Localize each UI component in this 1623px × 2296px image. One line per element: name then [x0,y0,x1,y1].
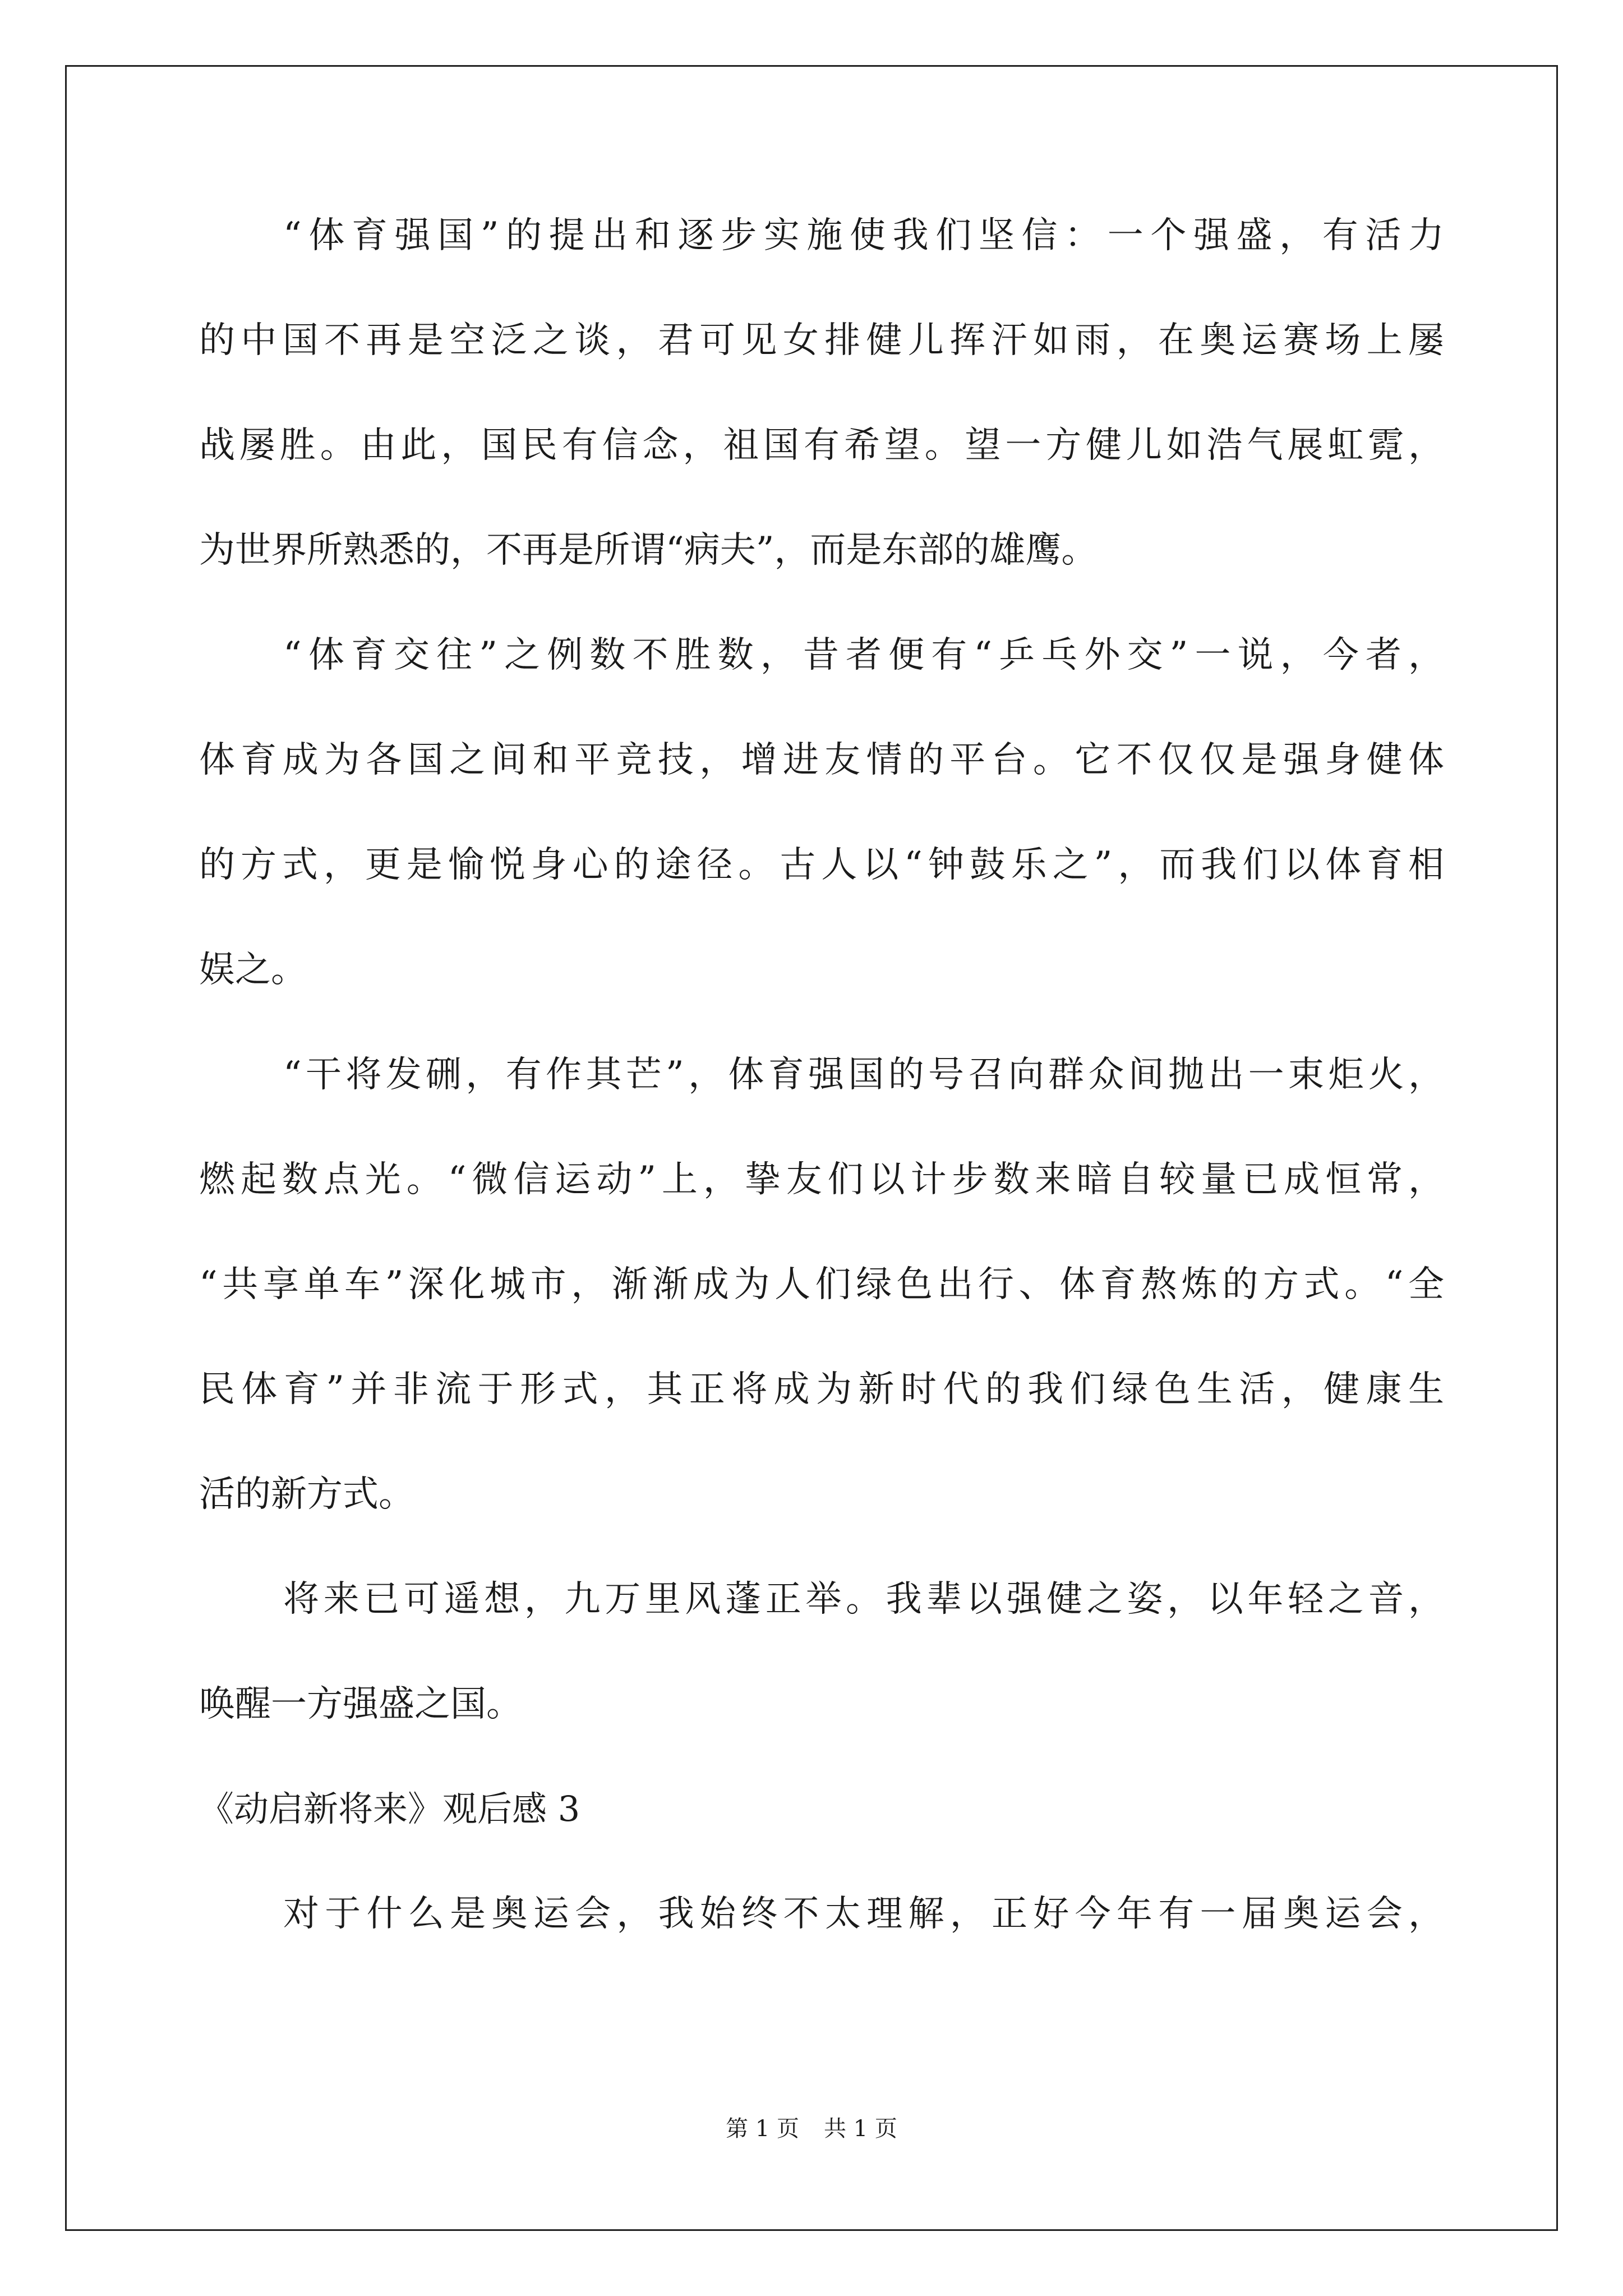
body-line: “体育交往”之例数不胜数，昔者便有“乒乓外交”一说，今者， [283,634,1444,676]
body-line: 娱之。 [199,949,307,991]
body-line: 的中国不再是空泛之谈，君可见女排健儿挥汗如雨，在奥运赛场上屡 [199,320,1444,361]
body-line: 活的新方式。 [199,1474,414,1515]
body-line: 为世界所熟悉的，不再是所谓“病夫”，而是东部的雄鹰。 [199,530,1098,571]
body-line: “共享单车”深化城市，渐渐成为人们绿色出行、体育熬炼的方式。“全 [199,1264,1444,1305]
body-line: 的方式，更是愉悦身心的途径。古人以“钟鼓乐之”，而我们以体育相 [199,844,1444,886]
page-footer [0,2115,1623,2143]
page-number: 第 1 页 [726,2116,799,2142]
body-line: 体育成为各国之间和平竞技，增进友情的平台。它不仅仅是强身健体 [199,739,1444,781]
body-line: 唤醒一方强盛之国。 [199,1683,522,1725]
body-line: 战屡胜。由此，国民有信念，祖国有希望。望一方健儿如浩气展虹霓， [199,425,1444,466]
body-line: 民体育”并非流于形式，其正将成为新时代的我们绿色生活，健康生 [199,1369,1444,1410]
body-line: 将来已可遥想，九万里风蓬正举。我辈以强健之姿，以年轻之音， [283,1579,1444,1620]
body-line: “体育强国”的提出和逐步实施使我们坚信：一个强盛，有活力 [283,215,1444,256]
page-total: 共 1 页 [824,2116,897,2142]
body-line: “干将发硎，有作其芒”，体育强国的号召向群众间抛出一束炬火， [283,1054,1444,1096]
section-heading: 《动启新将来》观后感 3 [199,1788,580,1829]
body-line: 对于什么是奥运会，我始终不太理解，正好今年有一届奥运会， [283,1893,1444,1935]
body-line: 燃起数点光。“微信运动”上，挚友们以计步数来暗自较量已成恒常， [199,1159,1444,1200]
